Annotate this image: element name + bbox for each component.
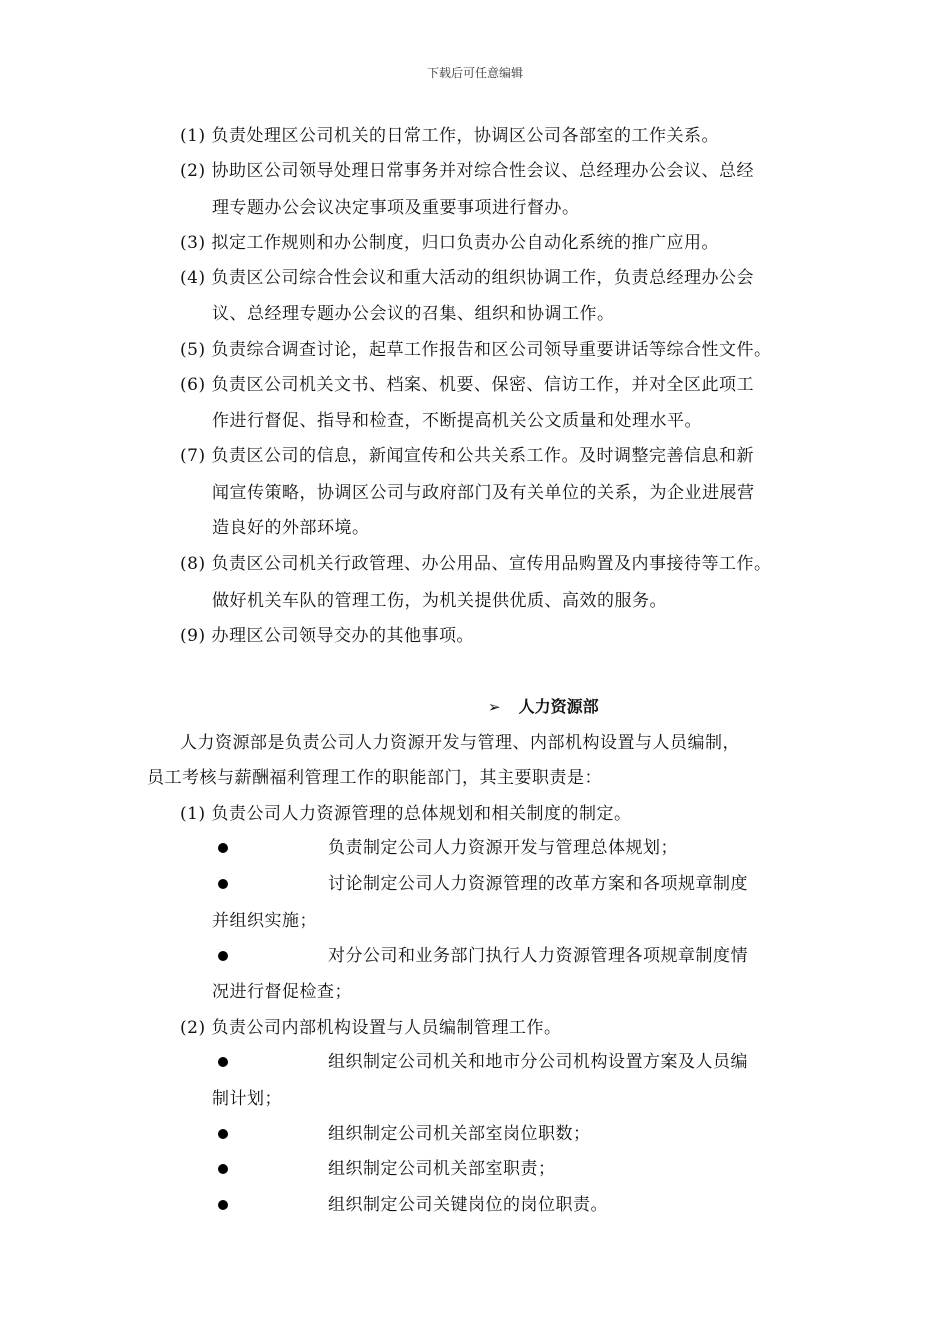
sub-list-item: 负责制定公司人力资源开发与管理总体规划；	[328, 838, 678, 858]
list-item: (3) 拟定工作规则和办公制度，归口负责办公自动化系统的推广应用。	[180, 233, 719, 253]
sub-list-item: 组织制定公司关键岗位的岗位职责。	[328, 1195, 608, 1215]
list-item-continuation: 造良好的外部环境。	[212, 518, 370, 538]
bullet-icon	[218, 1129, 228, 1139]
sub-list-item-continuation: 制计划；	[212, 1089, 282, 1109]
sub-list-item: 讨论制定公司人力资源管理的改革方案和各项规章制度	[328, 874, 748, 894]
list-item-continuation: 闻宣传策略，协调区公司与政府部门及有关单位的关系，为企业进展营	[212, 483, 755, 503]
sub-list-item: 组织制定公司机关部室岗位职数；	[328, 1124, 591, 1144]
intro-paragraph-line: 员工考核与薪酬福利管理工作的职能部门，其主要职责是：	[147, 768, 602, 788]
list-item: (2) 协助区公司领导处理日常事务并对综合性会议、总经理办公会议、总经	[180, 161, 754, 181]
sub-list-item: 组织制定公司机关和地市分公司机构设置方案及人员编	[328, 1052, 748, 1072]
list-item: (6) 负责区公司机关文书、档案、机要、保密、信访工作，并对全区此项工	[180, 375, 754, 395]
list-item: (1) 负责处理区公司机关的日常工作，协调区公司各部室的工作关系。	[180, 126, 719, 146]
sub-list-item-continuation: 况进行督促检查；	[212, 982, 352, 1002]
list-item: (5) 负责综合调查讨论，起草工作报告和区公司领导重要讲话等综合性文件。	[180, 340, 772, 360]
section-heading	[488, 694, 599, 717]
list-item: (1) 负责公司人力资源管理的总体规划和相关制度的制定。	[180, 804, 632, 824]
list-item: (2) 负责公司内部机构设置与人员编制管理工作。	[180, 1018, 562, 1038]
bullet-icon	[218, 951, 228, 961]
list-item: (8) 负责区公司机关行政管理、办公用品、宣传用品购置及内事接待等工作。	[180, 554, 772, 574]
sub-list-item: 组织制定公司机关部室职责；	[328, 1159, 556, 1179]
list-item: (4) 负责区公司综合性会议和重大活动的组织协调工作，负责总经理办公会	[180, 268, 754, 288]
bullet-icon	[218, 879, 228, 889]
bullet-icon	[218, 843, 228, 853]
bullet-icon	[218, 1164, 228, 1174]
bullet-icon	[218, 1200, 228, 1210]
arrow-bullet-icon: ➢	[488, 698, 501, 716]
bullet-icon	[218, 1057, 228, 1067]
list-item-continuation: 做好机关车队的管理工伤，为机关提供优质、高效的服务。	[212, 591, 667, 611]
list-item: (9) 办理区公司领导交办的其他事项。	[180, 626, 474, 646]
intro-paragraph-line: 人力资源部是负责公司人力资源开发与管理、内部机构设置与人员编制，	[180, 733, 740, 753]
list-item-continuation: 议、总经理专题办公会议的召集、组织和协调工作。	[212, 304, 615, 324]
list-item-continuation: 作进行督促、指导和检查，不断提高机关公文质量和处理水平。	[212, 411, 702, 431]
list-item-continuation: 理专题办公会议决定事项及重要事项进行督办。	[212, 198, 580, 218]
page-header: 下载后可任意编辑	[426, 66, 523, 80]
section-title: 人力资源部	[518, 697, 599, 716]
sub-list-item-continuation: 并组织实施；	[212, 911, 317, 931]
sub-list-item: 对分公司和业务部门执行人力资源管理各项规章制度情	[328, 946, 748, 966]
list-item: (7) 负责区公司的信息，新闻宣传和公共关系工作。及时调整完善信息和新	[180, 446, 754, 466]
